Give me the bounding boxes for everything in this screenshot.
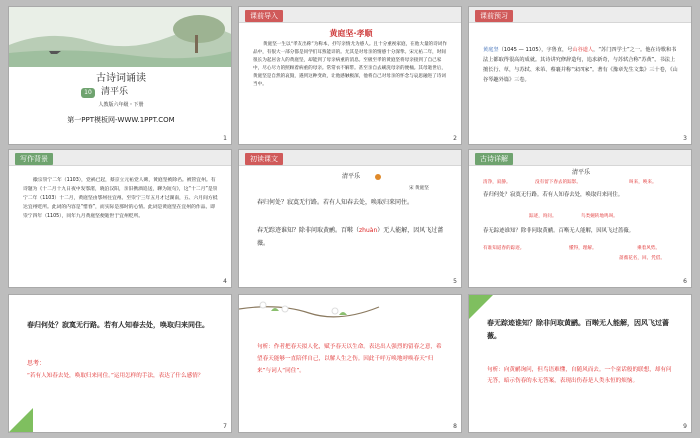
section-tag: 初读课文 (245, 153, 283, 165)
slide-thumbnail-8[interactable] (238, 294, 462, 433)
note-top-2: 没有留下春去的踪影。 (535, 180, 581, 185)
poem-line-2-b: 除非问取黄鹂。 (520, 228, 559, 234)
poem-line-1 (483, 190, 679, 200)
slide-thumbnail-9[interactable] (468, 294, 692, 433)
author-years: （1045 — 1105） (498, 47, 542, 53)
slide-number: 6 (683, 278, 687, 285)
poem-line: 春无踪迹谁知？除非问取黄鹂。百啭无人能解，因风飞过蔷薇。 (487, 319, 669, 340)
slide-thumbnail-7[interactable] (8, 294, 232, 433)
slide-thumbnail-4[interactable] (8, 149, 232, 288)
poem-title: 清平乐 (341, 173, 360, 180)
edition-label: 人教版六年级・下册 (98, 102, 144, 108)
poem-line: 春归何处？寂寞无行路。若有人知春去处，唤取归来同住。 (27, 321, 209, 329)
slide-number: 7 (223, 423, 227, 430)
poem-author: 宋 黄庭坚 (409, 186, 429, 191)
lesson-number-badge: 10 (81, 88, 95, 98)
bio-part-a: ，字鲁直，号 (541, 47, 573, 53)
slide-number: 8 (453, 423, 457, 430)
poem-line-2-b: ）无人能解，因风飞过蔷薇。 (257, 227, 444, 247)
bio-part-b: ，“苏门四学士”之一。他在诗歌和书法上都取得很高的成就。其诗讲究修辞造句，追求新奇，与苏轼合称“苏黄”。书法上擅长行、草，与苏轼、米芾、蔡襄并称“宋四家”。著有《豫章先生文集》三十卷，《山谷琴趣外篇》三卷。 (483, 47, 678, 83)
section-tag: 古诗详解 (475, 153, 513, 165)
author-bio (483, 45, 679, 85)
author-name: 黄庭坚 (483, 47, 499, 53)
audio-icon[interactable] (375, 174, 381, 180)
note-top-1: 清净，寂静。 (483, 180, 511, 185)
poem-line-2-d: 因风飞过蔷薇。 (596, 228, 634, 234)
lesson-title: 清平乐 (101, 87, 129, 97)
background-text: 徽宗崇宁二年（1103），党祸已起，蔡京立元祐党人碑，黄庭坚被除名。被管宜州。有诗题为《十二月十九日夜中发鄂渚，晓泊汉阳，亲旧携酒追送，聊为短句》，这“十二月”是崇宁二年（1103）十二月，黄庭坚由鄂州往宜州。至崇宁三年五月才过湖南，五、六月间方抵达宜州贬所。此词的内容是“惜春”，而实际是那时的心情。此词是黄庭坚在宜州的作品。即崇宁四年（1105），同年九月黄庭坚便逝世于宜州贬所。 (23, 178, 218, 219)
landscape-illustration (9, 7, 232, 67)
note-last: 蔷薇花名，回、凭借。 (619, 256, 665, 261)
slide-thumbnail-5[interactable] (238, 149, 462, 288)
note-mid-2: 鸟类婉转地鸣叫。 (581, 214, 618, 219)
body-text: 黄庭坚一生以“孝友出称”为称本，抒写亲情尤为感人。且十分重视家庭，在他大量的诗词作品中，有很大一部分都是同学们耳熟能详的。尤其是对母亲的情感十分深挚。宋元祐二年，时间很长为起居舍人的黄庭坚，却能到了母亲病重的消息。至极至孝的黄庭坚将母亲接到了自己家中，尽心尽力的照顾着病重的母亲。常常衣不解带。甚至亲自去刷洗母亲的便桶。其母逝世后，黄庭坚是自然的哀毁，遇到这种变故，让他感触极深，他将自己对母亲的怀念与哀思融进了诗词当中。 (253, 42, 447, 87)
poem-line-1-c: 唤取归来同住。 (585, 192, 624, 198)
section-tag: 课前预习 (475, 10, 513, 22)
note-bottom-3: 乘着风势。 (637, 246, 660, 251)
poem-line-1-b: 寂寞无行路。若有人知春去处， (509, 192, 586, 198)
footer-link: 第一PPT模板网-WWW.1PPT.COM (67, 116, 175, 124)
analysis-text: 句析：作者把春天拟人化，赋予春天以生命。表达出人强烈的留春之意，希望春天能够一直陪伴自己，以解人生之伤。因此千呼万唤地呼唤春天“归来”与词人“同住”。 (257, 344, 442, 374)
slide-title: 古诗词诵读 (96, 73, 146, 84)
think-label: 思考： (27, 360, 46, 367)
poem-line-1-a: 春归何处？ (483, 192, 510, 198)
poem-line-2-c: 百啭无人能解， (558, 228, 597, 234)
note-bottom-1: 有谁知道春的踪迹。 (483, 246, 525, 251)
slide-number: 2 (453, 135, 457, 142)
slide-thumbnail-2[interactable] (238, 6, 462, 145)
slide-number: 4 (223, 278, 227, 285)
note-top-3: 叫来，唤来。 (629, 180, 657, 185)
corner-decoration (469, 295, 493, 319)
poem-line-2-a: 春无踪迹谁知？除非问取黄鹂。百啭（ (257, 227, 360, 234)
slide-thumbnail-3[interactable] (468, 6, 692, 145)
section-tag: 课前导入 (245, 10, 283, 22)
section-tag: 写作背景 (15, 153, 53, 165)
note-mid-1: 踪迹，询问。 (529, 214, 557, 219)
poem-title: 清平乐 (571, 169, 590, 176)
corner-decoration (9, 408, 33, 432)
poem-line-2 (483, 226, 679, 236)
author-hao: 山谷道人 (572, 47, 594, 53)
branch-illustration (239, 295, 462, 335)
poem-line-1: 春归何处？寂寞无行路。若有人知春去处，唤取归来同住。 (257, 199, 414, 206)
note-bottom-2: 懂得，理解。 (569, 246, 597, 251)
think-question: “若有人知春去处，唤取归来同住。”运用怎样的手法，表达了什么感情？ (27, 373, 204, 379)
poem-line-2 (257, 224, 447, 250)
pinyin: zhuàn (359, 227, 378, 234)
slide-number: 5 (453, 278, 457, 285)
slide-number: 9 (683, 423, 687, 430)
analysis-text: 句析：向黄鹂询问，但鸟语难懂，自随风而去。一个童话般的联想，却有问无答，暗示伤春的永无答案，表现出伤春是人类永恒的烦恼。 (487, 367, 672, 384)
slide-number: 1 (223, 135, 227, 142)
poem-line-2-a: 春无踪迹谁知？ (483, 228, 521, 234)
slide-thumbnail-6[interactable] (468, 149, 692, 288)
slide-heading: 黄庭坚·孝顺 (329, 29, 373, 38)
slide-number: 3 (683, 135, 687, 142)
slide-thumbnail-1[interactable] (8, 6, 232, 145)
